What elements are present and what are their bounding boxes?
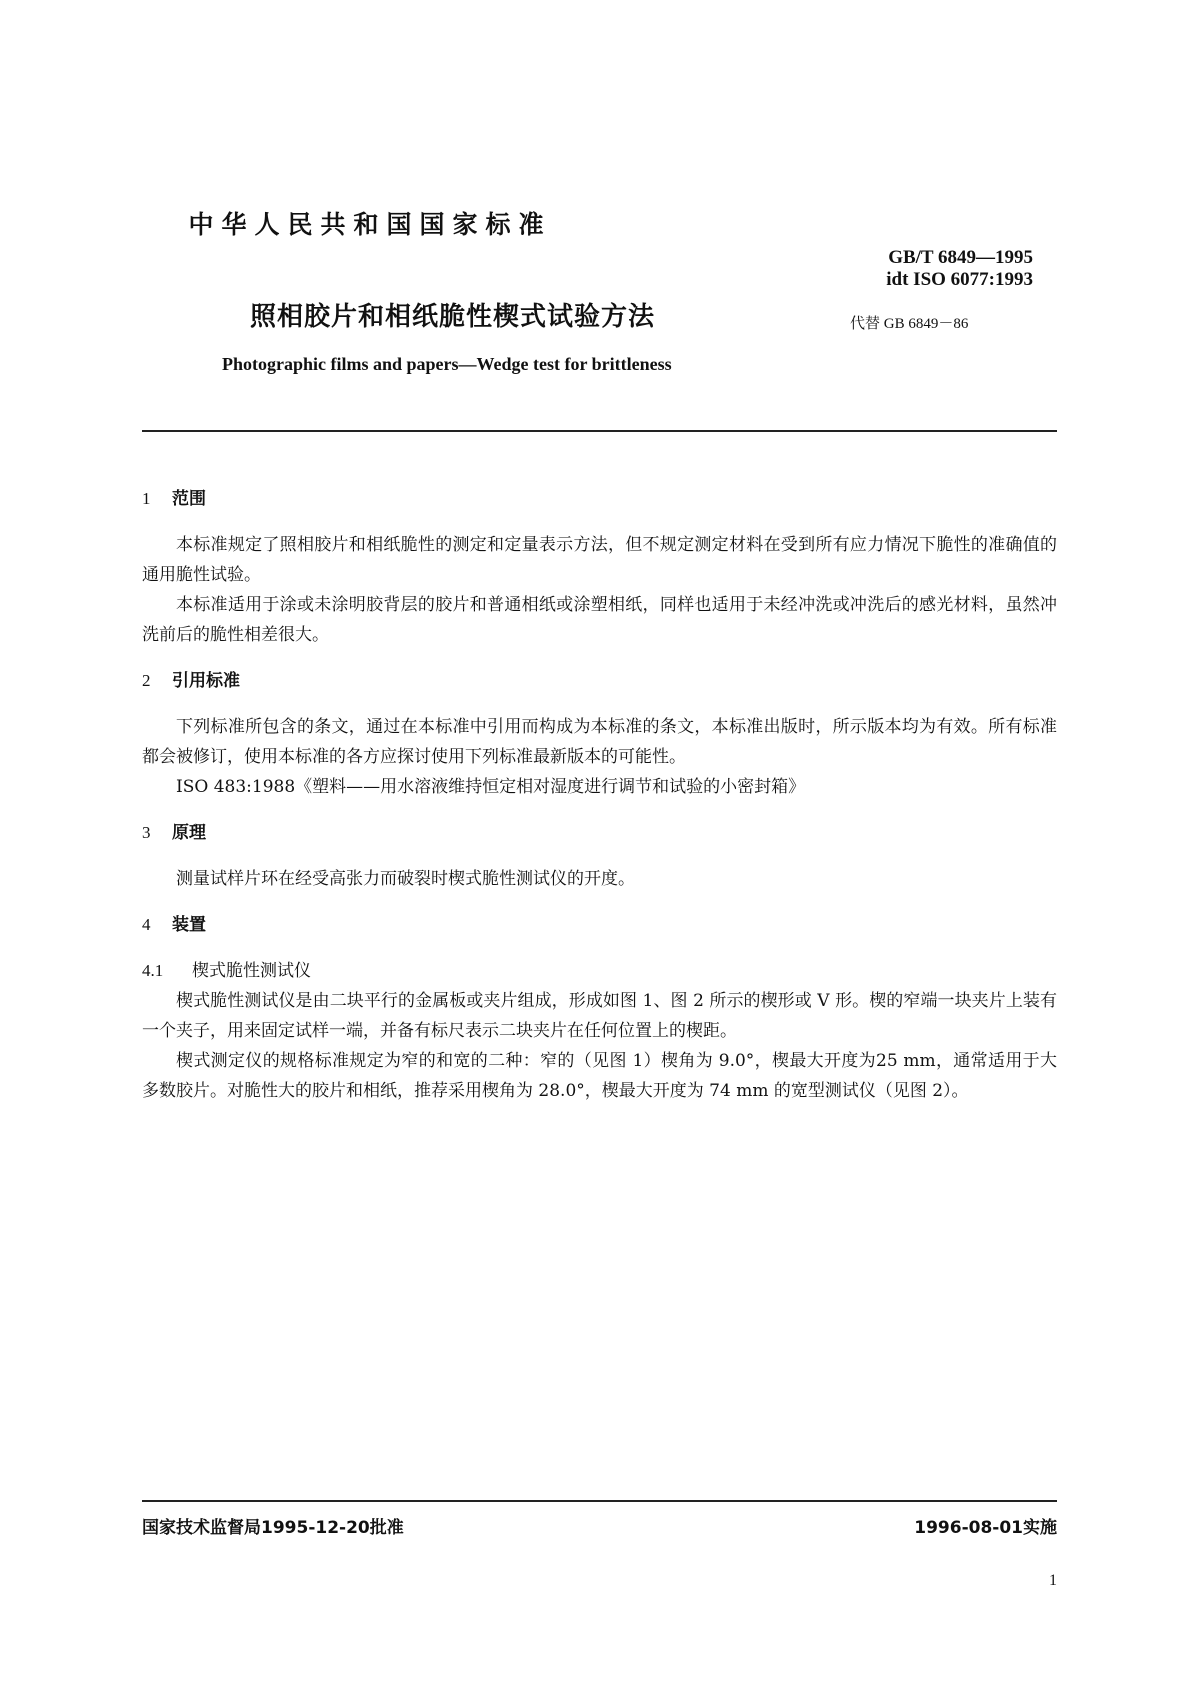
- section-title: 装置: [172, 915, 206, 935]
- approval-date: 国家技术监督局1995-12-20批准: [142, 1518, 404, 1538]
- subsection-title: 楔式脆性测试仪: [192, 961, 311, 981]
- iso-equivalent-code: idt ISO 6077:1993: [886, 269, 1033, 290]
- section-number: 1: [142, 489, 151, 508]
- section-references: [142, 666, 1057, 802]
- section-apparatus: [142, 910, 1057, 1106]
- section-title: 范围: [172, 489, 206, 509]
- document-title-cn: 照相胶片和相纸脆性楔式试验方法: [250, 302, 656, 332]
- section-heading: [142, 484, 1057, 508]
- section-heading: [142, 666, 1057, 690]
- paragraph: 本标准规定了照相胶片和相纸脆性的测定和定量表示方法，但不规定测定材料在受到所有应力情况下脆性的准确值的通用脆性试验。: [142, 535, 1057, 585]
- section-number: 3: [142, 823, 151, 842]
- section-title: 引用标准: [172, 671, 240, 691]
- header-divider: [142, 430, 1057, 432]
- standard-code: GB/T 6849—1995: [888, 247, 1033, 268]
- subsection-number: 4.1: [142, 961, 164, 980]
- subsection-heading: [142, 956, 1057, 986]
- section-number: 4: [142, 915, 151, 934]
- footer-divider: [142, 1500, 1057, 1502]
- national-standard-heading: 中华人民共和国国家标准: [188, 210, 552, 239]
- paragraph: 楔式测定仪的规格标准规定为窄的和宽的二种：窄的（见图 1）楔角为 9.0°，楔最大开度为25 mm，通常适用于大多数胶片。对脆性大的胶片和相纸，推荐采用楔角为 28.0°，楔最大开度为 74 mm 的宽型测试仪（见图 2）。: [142, 1051, 1057, 1101]
- document-body: [142, 484, 1057, 1122]
- page-number: 1: [1049, 1572, 1057, 1589]
- paragraph: 下列标准所包含的条文，通过在本标准中引用而构成为本标准的条文，本标准出版时，所示版本均为有效。所有标准都会被修订，使用本标准的各方应探讨使用下列标准最新版本的可能性。: [142, 717, 1057, 767]
- section-heading: [142, 910, 1057, 934]
- reference-item: ISO 483:1988《塑料——用水溶液维持恒定相对湿度进行调节和试验的小密封箱》: [176, 777, 806, 797]
- replaces-note: 代替 GB 6849－86: [850, 316, 969, 332]
- section-number: 2: [142, 671, 151, 690]
- section-principle: [142, 818, 1057, 894]
- standard-code-block: [886, 247, 1033, 291]
- paragraph: 楔式脆性测试仪是由二块平行的金属板或夹片组成，形成如图 1、图 2 所示的楔形或 V 形。楔的窄端一块夹片上装有一个夹子，用来固定试样一端，并备有标尺表示二块夹片在任何位置上的楔距。: [142, 991, 1057, 1041]
- section-heading: [142, 818, 1057, 842]
- section-title: 原理: [172, 823, 206, 843]
- paragraph: 测量试样片环在经受高张力而破裂时楔式脆性测试仪的开度。: [176, 869, 635, 889]
- section-scope: [142, 484, 1057, 650]
- paragraph: 本标准适用于涂或未涂明胶背层的胶片和普通相纸或涂塑相纸，同样也适用于未经冲洗或冲洗后的感光材料，虽然冲洗前后的脆性相差很大。: [142, 595, 1057, 645]
- document-title-en: Photographic films and papers—Wedge test for brittleness: [222, 354, 672, 374]
- effective-date: 1996-08-01实施: [914, 1518, 1057, 1538]
